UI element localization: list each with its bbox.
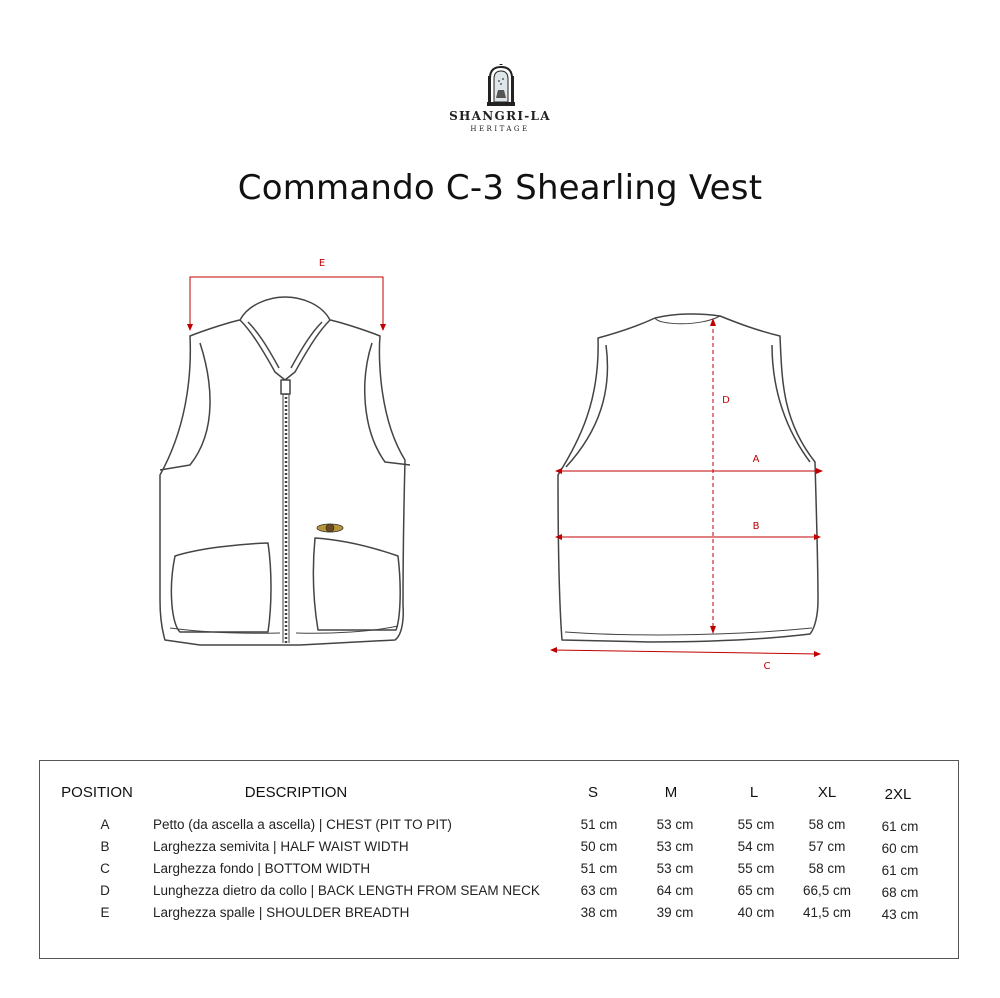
measure-label-a: A [752, 454, 760, 465]
row-value-m: 39 cm [656, 905, 694, 920]
header-size-m: M [664, 784, 678, 801]
winged-badge-icon [317, 524, 343, 532]
row-value-s: 63 cm [580, 883, 618, 898]
header-size-xl: XL [817, 784, 837, 801]
header-size-s: S [587, 784, 599, 801]
row-value-xl: 58 cm [808, 861, 846, 876]
row-value-l: 55 cm [737, 817, 775, 832]
measure-label-d: D [722, 395, 730, 406]
row-value-m: 53 cm [656, 839, 694, 854]
row-description: Lunghezza dietro da collo | BACK LENGTH FROM SEAM NECK [153, 883, 540, 898]
size-chart-table [39, 760, 959, 959]
row-value-xl: 66,5 cm [802, 883, 852, 898]
measure-label-e: E [318, 258, 326, 269]
row-value-m: 53 cm [656, 861, 694, 876]
measure-line-e [190, 277, 383, 328]
page-title: Commando C-3 Shearling Vest [237, 168, 763, 208]
row-value-s: 51 cm [580, 861, 618, 876]
row-position: C [100, 861, 110, 876]
row-description: Larghezza fondo | BOTTOM WIDTH [153, 861, 371, 876]
measure-label-c: C [763, 661, 771, 672]
row-value-xl: 58 cm [808, 817, 846, 832]
row-value-s: 51 cm [580, 817, 618, 832]
row-value-xl: 57 cm [808, 839, 846, 854]
brand-logo [446, 64, 554, 144]
row-value-2xl: 68 cm [881, 885, 919, 900]
header-size-2xl: 2XL [884, 786, 912, 803]
row-value-2xl: 43 cm [881, 907, 919, 922]
header-position: POSITION [61, 784, 133, 801]
vest-front-diagram [150, 250, 420, 650]
brand-subtitle: HERITAGE [470, 125, 530, 133]
row-value-l: 65 cm [737, 883, 775, 898]
row-value-l: 40 cm [737, 905, 775, 920]
row-description: Larghezza spalle | SHOULDER BREADTH [153, 905, 410, 920]
row-position: E [100, 905, 110, 920]
row-value-l: 55 cm [737, 861, 775, 876]
row-value-m: 53 cm [656, 817, 694, 832]
header-description: DESCRIPTION [244, 784, 348, 801]
row-value-l: 54 cm [737, 839, 775, 854]
row-value-s: 38 cm [580, 905, 618, 920]
row-value-2xl: 61 cm [881, 863, 919, 878]
row-description: Petto (da ascella a ascella) | CHEST (PIT TO PIT) [153, 817, 452, 832]
row-value-2xl: 60 cm [881, 841, 919, 856]
row-value-m: 64 cm [656, 883, 694, 898]
row-value-s: 50 cm [580, 839, 618, 854]
header-size-l: L [749, 784, 759, 801]
row-value-xl: 41,5 cm [802, 905, 852, 920]
row-position: A [100, 817, 110, 832]
row-description: Larghezza semivita | HALF WAIST WIDTH [153, 839, 409, 854]
measure-lines-back [553, 322, 820, 654]
brand-name: SHANGRI-LA [449, 109, 551, 123]
vest-back-diagram [545, 300, 835, 680]
row-position: B [100, 839, 110, 854]
row-value-2xl: 61 cm [881, 819, 919, 834]
measure-label-b: B [752, 521, 760, 532]
row-position: D [100, 883, 110, 898]
archway-emblem-icon [486, 64, 516, 108]
